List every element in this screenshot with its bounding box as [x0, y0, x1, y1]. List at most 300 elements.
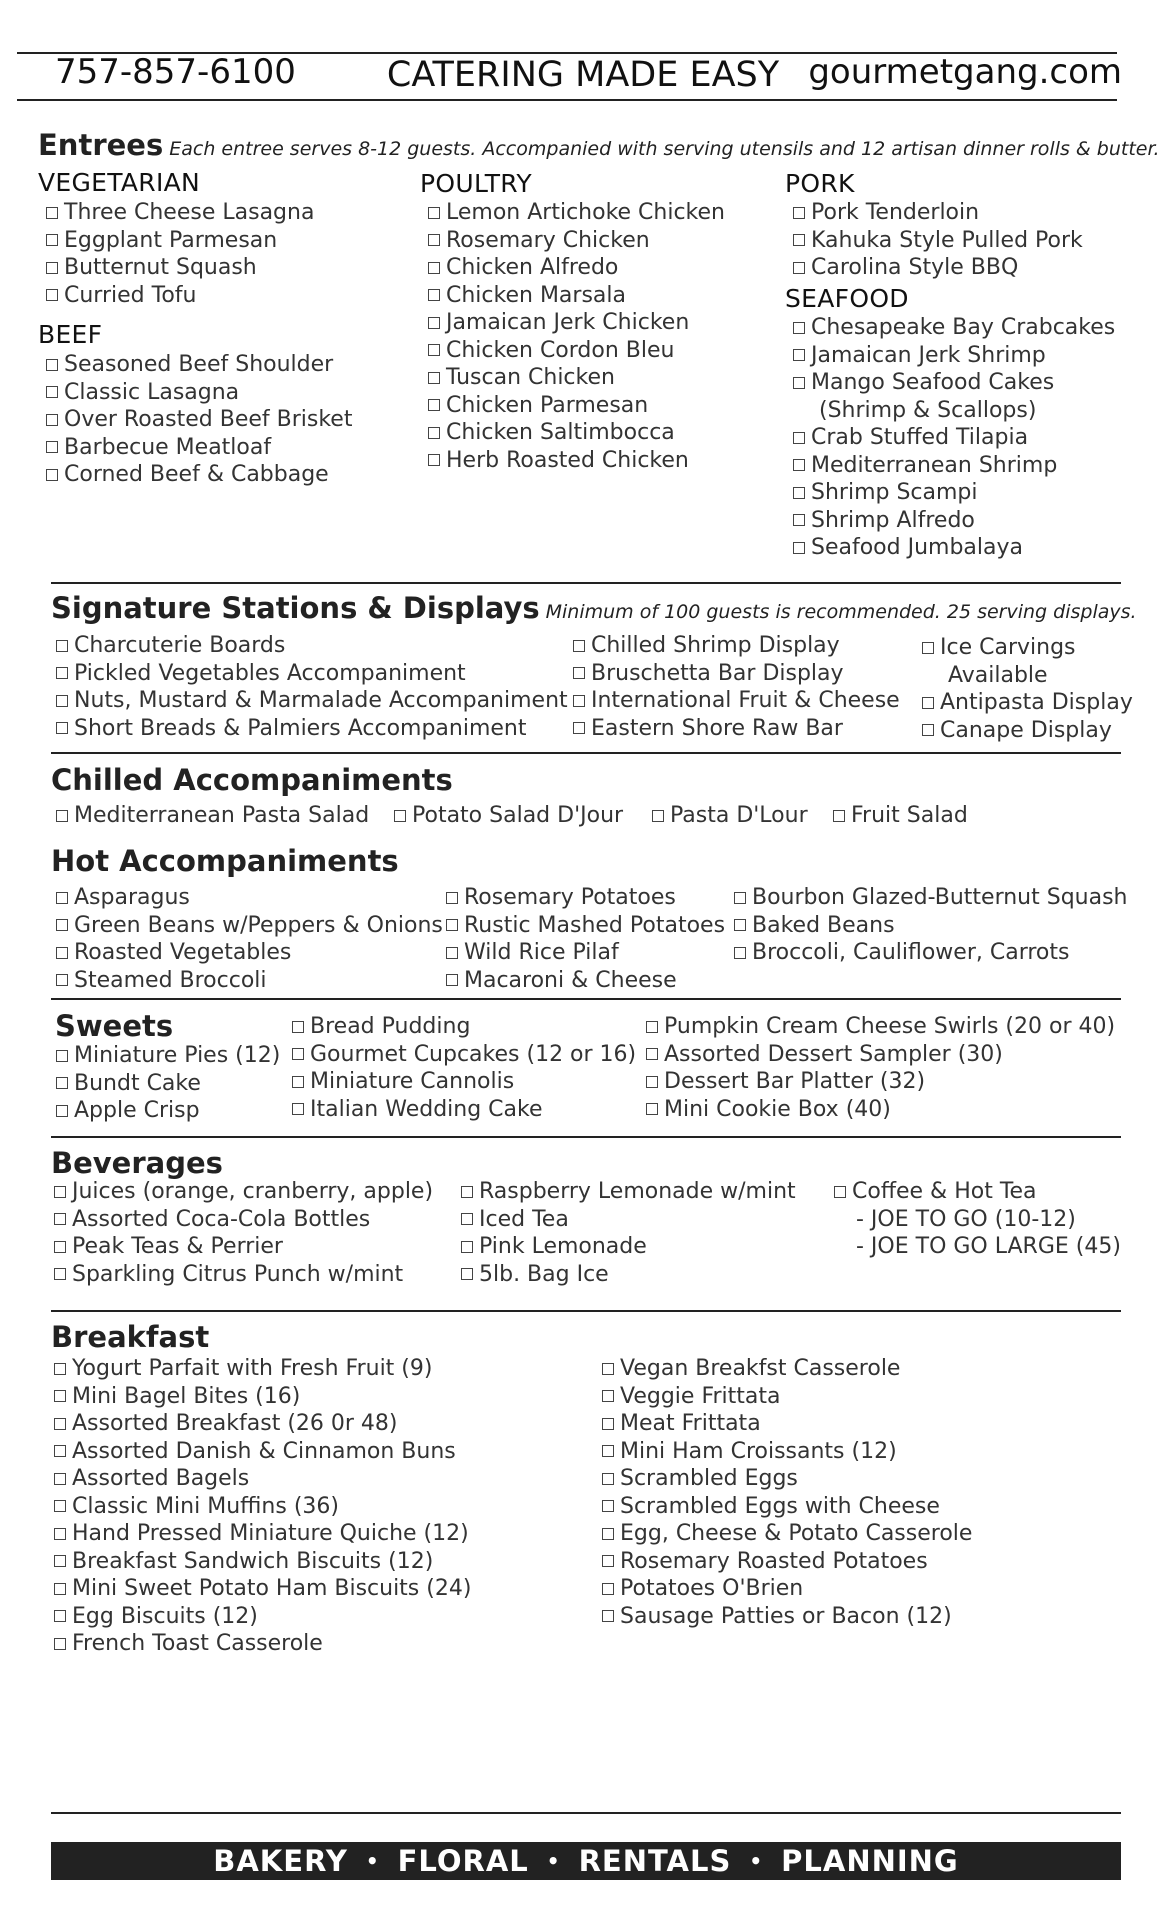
- item-label: Asparagus: [74, 885, 190, 910]
- checkbox[interactable]: [646, 1048, 658, 1060]
- item-label: Miniature Pies (12): [74, 1043, 281, 1068]
- item-label: Miniature Cannolis: [310, 1069, 515, 1094]
- stations-col2: [573, 632, 900, 742]
- list-item[interactable]: [602, 1355, 972, 1383]
- checkbox[interactable]: [602, 1390, 614, 1402]
- checkbox[interactable]: [646, 1076, 658, 1088]
- breakfast-col1: [54, 1355, 471, 1658]
- checkbox[interactable]: [461, 1241, 473, 1253]
- checkbox[interactable]: [602, 1528, 614, 1540]
- checkbox[interactable]: [428, 372, 440, 384]
- checkbox[interactable]: [46, 289, 58, 301]
- list-item[interactable]: [56, 1070, 280, 1098]
- list-item[interactable]: [56, 884, 443, 912]
- checkbox[interactable]: [46, 359, 58, 371]
- item-label: Rustic Mashed Potatoes: [464, 912, 726, 938]
- item-label: Seasoned Beef Shoulder: [64, 352, 334, 377]
- list-item[interactable]: [428, 282, 725, 310]
- checkbox[interactable]: [428, 399, 440, 411]
- item-label: Jamaican Jerk Chicken: [446, 310, 690, 335]
- item-label: Assorted Breakfast (26 0r 48): [72, 1411, 398, 1436]
- checkbox[interactable]: [428, 317, 440, 329]
- list-item[interactable]: [54, 1355, 471, 1383]
- checkbox[interactable]: [46, 386, 58, 398]
- beverage-sub-item: - JOE TO GO (10-12): [856, 1206, 1076, 1232]
- item-label: Lemon Artichoke Chicken: [446, 200, 725, 225]
- item-label: French Toast Casserole: [72, 1631, 323, 1656]
- list-item[interactable]: [56, 912, 443, 940]
- item-label: Peak Teas & Perrier: [72, 1234, 283, 1259]
- checkbox[interactable]: [56, 810, 68, 822]
- list-item[interactable]: [428, 392, 725, 420]
- item-label: 5lb. Bag Ice: [479, 1261, 609, 1287]
- list-item[interactable]: [46, 254, 314, 282]
- checkbox[interactable]: [793, 234, 805, 246]
- item-label: Dessert Bar Platter (32): [664, 1069, 926, 1094]
- list-item[interactable]: [428, 227, 725, 255]
- checkbox[interactable]: [56, 1050, 68, 1062]
- item-label: Apple Crisp: [74, 1098, 200, 1123]
- checkbox[interactable]: [602, 1555, 614, 1567]
- checkbox[interactable]: [922, 724, 934, 736]
- footer-bakery[interactable]: BAKERY: [213, 1844, 348, 1878]
- list-item[interactable]: [793, 479, 1115, 507]
- item-label: Classic Mini Muffins (36): [72, 1493, 339, 1519]
- item-label: Crab Stuffed Tilapia: [811, 425, 1029, 450]
- checkbox[interactable]: [793, 432, 805, 444]
- list-item[interactable]: [602, 1410, 972, 1438]
- list-item[interactable]: [56, 967, 443, 995]
- chilled-item-4[interactable]: [833, 802, 968, 830]
- checkbox[interactable]: [56, 892, 68, 904]
- checkbox[interactable]: [46, 414, 58, 426]
- item-label: Pork Tenderloin: [811, 200, 980, 225]
- list-item[interactable]: [54, 1465, 471, 1493]
- list-item[interactable]: [461, 1233, 796, 1261]
- item-label: Canape Display: [940, 717, 1112, 743]
- footer-floral[interactable]: FLORAL: [397, 1844, 529, 1878]
- checkbox[interactable]: [54, 1186, 66, 1198]
- list-item[interactable]: [46, 434, 352, 462]
- checkbox[interactable]: [46, 207, 58, 219]
- list-item[interactable]: [646, 1096, 1115, 1124]
- pork-list: [793, 199, 1083, 282]
- checkbox[interactable]: [793, 377, 805, 389]
- checkbox[interactable]: [56, 974, 68, 986]
- list-item[interactable]: [602, 1493, 972, 1521]
- checkbox[interactable]: [734, 919, 746, 931]
- item-label: Mediterranean Shrimp: [811, 452, 1058, 478]
- breakfast-title: Breakfast: [51, 1320, 210, 1354]
- stations-col3: [922, 634, 1133, 744]
- list-item[interactable]: [46, 461, 352, 489]
- checkbox[interactable]: [428, 289, 440, 301]
- list-item[interactable]: [428, 337, 725, 365]
- list-item[interactable]: [922, 689, 1133, 717]
- list-item[interactable]: [56, 687, 568, 715]
- list-item[interactable]: [793, 452, 1115, 480]
- item-label: Green Beans w/Peppers & Onions: [74, 912, 443, 938]
- item-label: Pink Lemonade: [479, 1234, 647, 1259]
- item-label: Macaroni & Cheese: [464, 967, 677, 993]
- list-item[interactable]: [54, 1438, 471, 1466]
- checkbox[interactable]: [428, 262, 440, 274]
- list-item[interactable]: [573, 715, 900, 743]
- seafood-items-a: [793, 314, 1115, 397]
- list-item[interactable]: [734, 912, 1128, 940]
- checkbox[interactable]: [446, 947, 458, 959]
- list-item[interactable]: [54, 1575, 471, 1603]
- checkbox[interactable]: [461, 1186, 473, 1198]
- chilled-item-3[interactable]: [652, 802, 808, 830]
- list-item[interactable]: [602, 1438, 972, 1466]
- checkbox[interactable]: [54, 1213, 66, 1225]
- checkbox[interactable]: [922, 697, 934, 709]
- website-link[interactable]: gourmetgang.com: [808, 52, 1122, 92]
- checkbox[interactable]: [54, 1268, 66, 1280]
- divider-beverages: [51, 1136, 1121, 1138]
- item-label: Steamed Broccoli: [74, 967, 267, 993]
- checkbox[interactable]: [54, 1445, 66, 1457]
- list-item[interactable]: [54, 1603, 471, 1631]
- checkbox[interactable]: [834, 1186, 846, 1198]
- checkbox[interactable]: [652, 810, 664, 822]
- checkbox[interactable]: [793, 514, 805, 526]
- checkbox[interactable]: [46, 469, 58, 481]
- stations-col3-continuation: Available: [948, 662, 1048, 688]
- list-item[interactable]: [46, 282, 314, 310]
- checkbox[interactable]: [54, 1638, 66, 1650]
- list-item[interactable]: [428, 309, 725, 337]
- list-item[interactable]: [793, 342, 1115, 370]
- checkbox[interactable]: [56, 1105, 68, 1117]
- list-item[interactable]: [292, 1068, 636, 1096]
- checkbox[interactable]: [428, 234, 440, 246]
- list-item[interactable]: [292, 1013, 636, 1041]
- checkbox[interactable]: [54, 1528, 66, 1540]
- separator: •: [749, 1849, 764, 1873]
- list-item[interactable]: [602, 1465, 972, 1493]
- checkbox[interactable]: [292, 1021, 304, 1033]
- list-item[interactable]: [54, 1520, 471, 1548]
- list-item[interactable]: [446, 884, 725, 912]
- checkbox[interactable]: [46, 441, 58, 453]
- checkbox[interactable]: [428, 207, 440, 219]
- checkbox[interactable]: [446, 974, 458, 986]
- checkbox[interactable]: [833, 810, 845, 822]
- item-label: Shrimp Alfredo: [811, 507, 975, 533]
- list-item[interactable]: [573, 660, 900, 688]
- checkbox[interactable]: [573, 667, 585, 679]
- checkbox[interactable]: [573, 695, 585, 707]
- hot-col3: [734, 884, 1128, 967]
- checkbox[interactable]: [54, 1390, 66, 1402]
- list-item[interactable]: [602, 1575, 972, 1603]
- list-item[interactable]: [46, 199, 314, 227]
- chilled-title: Chilled Accompaniments: [51, 763, 453, 797]
- list-item[interactable]: [793, 254, 1083, 282]
- item-label: Chicken Marsala: [446, 282, 626, 308]
- list-item[interactable]: [793, 507, 1115, 535]
- checkbox[interactable]: [56, 947, 68, 959]
- checkbox[interactable]: [54, 1418, 66, 1430]
- list-item[interactable]: [292, 1041, 636, 1069]
- list-item[interactable]: [922, 634, 1133, 662]
- checkbox[interactable]: [446, 919, 458, 931]
- list-item[interactable]: [56, 939, 443, 967]
- checkbox[interactable]: [734, 947, 746, 959]
- item-label: Butternut Squash: [64, 255, 257, 280]
- item-label: Chicken Saltimbocca: [446, 420, 675, 445]
- item-label: Egg Biscuits (12): [72, 1603, 258, 1629]
- item-label: Mini Sweet Potato Ham Biscuits (24): [72, 1576, 472, 1601]
- entrees-title: Entrees: [38, 128, 164, 162]
- item-label: Juices (orange, cranberry, apple): [72, 1179, 434, 1204]
- list-item[interactable]: [646, 1013, 1115, 1041]
- hot-col1: [56, 884, 443, 994]
- item-label: Chilled Shrimp Display: [591, 633, 840, 658]
- checkbox[interactable]: [602, 1473, 614, 1485]
- checkbox[interactable]: [602, 1500, 614, 1512]
- list-item[interactable]: [54, 1178, 433, 1206]
- divider-sweets: [51, 998, 1121, 1000]
- item-label: Herb Roasted Chicken: [446, 447, 689, 473]
- checkbox[interactable]: [793, 207, 805, 219]
- list-item[interactable]: [54, 1630, 471, 1658]
- checkbox[interactable]: [428, 454, 440, 466]
- item-label: Italian Wedding Cake: [310, 1096, 543, 1122]
- list-item[interactable]: [573, 632, 900, 660]
- list-item[interactable]: [446, 939, 725, 967]
- item-label: Barbecue Meatloaf: [64, 434, 272, 460]
- checkbox[interactable]: [793, 349, 805, 361]
- item-label: Gourmet Cupcakes (12 or 16): [310, 1041, 637, 1067]
- checkbox[interactable]: [793, 322, 805, 334]
- item-label: Mango Seafood Cakes: [811, 370, 1055, 395]
- entrees-note: Each entree serves 8-12 guests. Accompanied with serving utensils and 12 artisan dinner rolls & butter.: [169, 138, 1160, 160]
- sweets-col1: [56, 1042, 280, 1125]
- checkbox[interactable]: [646, 1021, 658, 1033]
- list-item[interactable]: [793, 199, 1083, 227]
- checkbox[interactable]: [428, 344, 440, 356]
- checkbox[interactable]: [428, 427, 440, 439]
- sweets-col2: [292, 1013, 636, 1123]
- footer-planning[interactable]: PLANNING: [781, 1844, 959, 1878]
- checkbox[interactable]: [56, 722, 68, 734]
- checkbox[interactable]: [602, 1363, 614, 1375]
- item-label: Charcuterie Boards: [74, 633, 286, 658]
- checkbox[interactable]: [446, 892, 458, 904]
- item-label: Pickled Vegetables Accompaniment: [74, 660, 466, 686]
- item-label: Three Cheese Lasagna: [64, 200, 315, 225]
- list-item[interactable]: [922, 717, 1133, 745]
- list-item[interactable]: [46, 351, 352, 379]
- category-beef: BEEF: [38, 320, 103, 349]
- checkbox[interactable]: [54, 1363, 66, 1375]
- checkbox[interactable]: [56, 1077, 68, 1089]
- item-label: Breakfast Sandwich Biscuits (12): [72, 1548, 434, 1574]
- checkbox[interactable]: [56, 640, 68, 652]
- checkbox[interactable]: [602, 1610, 614, 1622]
- phone-number[interactable]: 757-857-6100: [55, 52, 296, 92]
- checkbox[interactable]: [54, 1473, 66, 1485]
- footer-rentals[interactable]: RENTALS: [578, 1844, 732, 1878]
- item-label: Chicken Cordon Bleu: [446, 337, 675, 363]
- item-label: Sausage Patties or Bacon (12): [620, 1603, 952, 1629]
- item-label: Hand Pressed Miniature Quiche (12): [72, 1521, 469, 1546]
- list-item[interactable]: [793, 534, 1115, 562]
- item-label: Raspberry Lemonade w/mint: [479, 1179, 796, 1204]
- list-item[interactable]: [646, 1068, 1115, 1096]
- list-item[interactable]: [573, 687, 900, 715]
- item-label: Bundt Cake: [74, 1070, 201, 1096]
- checkbox[interactable]: [602, 1445, 614, 1457]
- checkbox[interactable]: [292, 1048, 304, 1060]
- list-item[interactable]: [602, 1520, 972, 1548]
- list-item[interactable]: [734, 884, 1128, 912]
- checkbox[interactable]: [54, 1610, 66, 1622]
- list-item[interactable]: [56, 632, 568, 660]
- checkbox[interactable]: [54, 1241, 66, 1253]
- sweets-title: Sweets: [55, 1009, 174, 1043]
- checkbox[interactable]: [54, 1555, 66, 1567]
- seafood-list: [793, 314, 1115, 562]
- hot-col2: [446, 884, 725, 994]
- seafood-continuation: (Shrimp & Scallops): [819, 397, 1037, 423]
- list-item[interactable]: [602, 1603, 972, 1631]
- list-item[interactable]: [56, 1042, 280, 1070]
- beverages-col3: [834, 1178, 1121, 1261]
- list-item[interactable]: [54, 1233, 433, 1261]
- stations-heading: [51, 591, 1137, 625]
- item-label: Mini Bagel Bites (16): [72, 1383, 301, 1409]
- item-label: Wild Rice Pilaf: [464, 940, 619, 965]
- checkbox[interactable]: [573, 722, 585, 734]
- item-label: Seafood Jumbalaya: [811, 535, 1024, 560]
- item-label: Bruschetta Bar Display: [591, 660, 844, 686]
- list-item[interactable]: [54, 1410, 471, 1438]
- checkbox[interactable]: [461, 1213, 473, 1225]
- item-label: Bread Pudding: [310, 1014, 471, 1039]
- list-item[interactable]: [428, 199, 725, 227]
- list-item[interactable]: [54, 1383, 471, 1411]
- list-item[interactable]: [834, 1178, 1121, 1206]
- item-label: Short Breads & Palmiers Accompaniment: [74, 715, 527, 741]
- list-item[interactable]: [428, 419, 725, 447]
- checkbox[interactable]: [394, 810, 406, 822]
- checkbox[interactable]: [46, 234, 58, 246]
- item-label: Scrambled Eggs with Cheese: [620, 1493, 940, 1519]
- list-item[interactable]: [428, 364, 725, 392]
- list-item[interactable]: [46, 227, 314, 255]
- item-label: Egg, Cheese & Potato Casserole: [620, 1521, 973, 1546]
- checkbox[interactable]: [734, 892, 746, 904]
- list-item[interactable]: [56, 1097, 280, 1125]
- item-label: Bourbon Glazed-Butternut Squash: [752, 885, 1128, 910]
- list-item[interactable]: [54, 1548, 471, 1576]
- checkbox[interactable]: [646, 1103, 658, 1115]
- list-item[interactable]: [428, 447, 725, 475]
- list-item[interactable]: [54, 1261, 433, 1289]
- beverage-sub-item: - JOE TO GO LARGE (45): [856, 1234, 1121, 1259]
- checkbox[interactable]: [56, 667, 68, 679]
- checkbox[interactable]: [793, 459, 805, 471]
- item-label: Assorted Dessert Sampler (30): [664, 1041, 1003, 1067]
- divider-breakfast: [51, 1310, 1121, 1312]
- list-item[interactable]: [646, 1041, 1115, 1069]
- checkbox[interactable]: [922, 642, 934, 654]
- item-label: Ice Carvings: [940, 635, 1076, 660]
- list-item[interactable]: [446, 912, 725, 940]
- list-item[interactable]: [54, 1493, 471, 1521]
- footer-banner: [51, 1842, 1121, 1880]
- list-item[interactable]: [56, 715, 568, 743]
- checkbox[interactable]: [46, 262, 58, 274]
- divider-stations: [51, 582, 1121, 584]
- chilled-item-2[interactable]: [394, 802, 623, 830]
- checkbox[interactable]: [461, 1268, 473, 1280]
- list-item[interactable]: [793, 227, 1083, 255]
- checkbox[interactable]: [573, 640, 585, 652]
- item-label: Veggie Frittata: [620, 1383, 781, 1409]
- list-item[interactable]: [428, 254, 725, 282]
- checkbox[interactable]: [56, 919, 68, 931]
- category-vegetarian: VEGETARIAN: [38, 168, 201, 197]
- item-label: Tuscan Chicken: [446, 365, 615, 390]
- entrees-heading: [38, 128, 1160, 162]
- checkbox[interactable]: [292, 1103, 304, 1115]
- item-label: Pasta D'Lour: [670, 803, 808, 828]
- list-item[interactable]: [54, 1206, 433, 1234]
- item-label: Classic Lasagna: [64, 379, 240, 405]
- checkbox[interactable]: [793, 487, 805, 499]
- list-item[interactable]: [734, 939, 1128, 967]
- item-label: Coffee & Hot Tea: [852, 1179, 1037, 1204]
- item-label: Antipasta Display: [940, 690, 1133, 715]
- item-label: Jamaican Jerk Shrimp: [811, 342, 1046, 368]
- checkbox[interactable]: [602, 1583, 614, 1595]
- list-item[interactable]: [56, 660, 568, 688]
- item-label: Fruit Salad: [851, 803, 968, 828]
- list-item[interactable]: [793, 369, 1115, 397]
- checkbox[interactable]: [54, 1500, 66, 1512]
- list-item[interactable]: [602, 1383, 972, 1411]
- stations-note: Minimum of 100 guests is recommended. 25 serving displays.: [545, 601, 1137, 623]
- checkbox[interactable]: [54, 1583, 66, 1595]
- list-item[interactable]: [602, 1548, 972, 1576]
- item-label: Corned Beef & Cabbage: [64, 462, 329, 487]
- list-item[interactable]: [461, 1206, 796, 1234]
- checkbox[interactable]: [602, 1418, 614, 1430]
- chilled-item-1[interactable]: [56, 802, 369, 830]
- list-item[interactable]: [46, 406, 352, 434]
- list-item[interactable]: [446, 967, 725, 995]
- checkbox[interactable]: [56, 695, 68, 707]
- list-item[interactable]: [793, 314, 1115, 342]
- stations-title: Signature Stations & Displays: [51, 591, 540, 625]
- list-item[interactable]: [292, 1096, 636, 1124]
- item-label: Over Roasted Beef Brisket: [64, 407, 353, 432]
- item-label: Nuts, Mustard & Marmalade Accompaniment: [74, 688, 568, 713]
- list-item[interactable]: [461, 1178, 796, 1206]
- item-label: Mini Ham Croissants (12): [620, 1438, 897, 1464]
- checkbox[interactable]: [793, 542, 805, 554]
- list-item[interactable]: [793, 424, 1115, 452]
- list-item[interactable]: [46, 379, 352, 407]
- list-item[interactable]: [461, 1261, 796, 1289]
- checkbox[interactable]: [292, 1076, 304, 1088]
- checkbox[interactable]: [793, 262, 805, 274]
